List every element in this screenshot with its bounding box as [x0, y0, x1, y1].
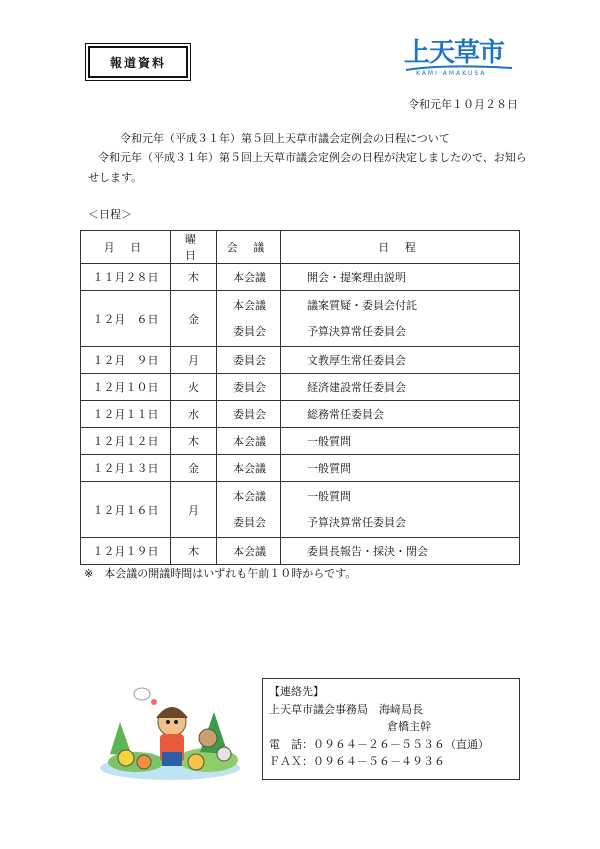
- agenda-item: 開会・提案理由説明: [307, 271, 406, 284]
- schedule-meeting: [217, 264, 281, 291]
- release-date: 令和元年１０月２８日: [408, 98, 518, 111]
- schedule-row: [81, 482, 520, 538]
- schedule-agenda: [281, 428, 520, 455]
- schedule-date: １２月 ９日: [81, 347, 171, 374]
- agenda-item: 一般質問: [307, 462, 351, 475]
- schedule-date: １２月１９日: [81, 538, 171, 565]
- meeting-type: 本会議: [233, 298, 266, 312]
- contact-box: [262, 678, 520, 780]
- schedule-agenda: [281, 347, 520, 374]
- contact-heading: 【連絡先】: [269, 685, 324, 698]
- schedule-date: １２月１１日: [81, 401, 171, 428]
- schedule-date: １２月 ６日: [81, 291, 171, 347]
- schedule-agenda: [281, 264, 520, 291]
- schedule-row: [81, 538, 520, 565]
- schedule-weekday: 月: [171, 482, 217, 538]
- agenda-item: 経済建設常任委員会: [307, 381, 406, 394]
- schedule-weekday: 木: [171, 428, 217, 455]
- meeting-type: 本会議: [233, 271, 266, 284]
- schedule-meeting: [217, 401, 281, 428]
- schedule-meeting: [217, 347, 281, 374]
- schedule-row: [81, 401, 520, 428]
- header-meeting: 会 議: [217, 231, 281, 264]
- schedule-row: [81, 428, 520, 455]
- schedule-agenda: [281, 538, 520, 565]
- logo-subtext: KAMI AMAKUSA: [416, 70, 487, 77]
- city-logo: [404, 36, 516, 82]
- schedule-weekday: 火: [171, 374, 217, 401]
- schedule-section-label: ＜日程＞: [88, 208, 132, 221]
- schedule-meeting: [217, 291, 281, 347]
- schedule-row: [81, 291, 520, 347]
- schedule-row: [81, 374, 520, 401]
- press-release-label: 報道資料: [88, 46, 188, 78]
- schedule-meeting: [217, 482, 281, 538]
- meeting-type: 委員会: [233, 354, 266, 367]
- schedule-agenda: [281, 291, 520, 347]
- schedule-weekday: 木: [171, 538, 217, 565]
- schedule-meeting: [217, 538, 281, 565]
- agenda-item: 委員長報告・採決・閉会: [307, 545, 428, 558]
- agenda-item: 総務常任委員会: [307, 408, 384, 421]
- contact-phone: 電 話：０９６４－２６－５５３６（直通）: [269, 737, 489, 751]
- header-date: 月 日: [81, 231, 171, 264]
- schedule-agenda: [281, 455, 520, 482]
- schedule-date: １２月１０日: [81, 374, 171, 401]
- schedule-meeting: [217, 428, 281, 455]
- agenda-item: 一般質問: [307, 435, 351, 448]
- header-agenda: 日 程: [281, 231, 520, 264]
- meeting-type: 本会議: [233, 462, 266, 475]
- mascot-characters-illustration: [96, 682, 244, 782]
- contact-fax: ＦＡＸ：０９６４－５６－４９３６: [269, 755, 445, 768]
- agenda-item: 一般質問: [307, 489, 351, 503]
- meeting-time-note: ※ 本会議の開議時間はいずれも午前１０時からです。: [84, 567, 357, 580]
- schedule-weekday: 木: [171, 264, 217, 291]
- header-weekday: 曜 日: [171, 231, 217, 264]
- schedule-table: [80, 230, 520, 565]
- agenda-item: 予算決算常任委員会: [307, 324, 406, 338]
- document-body: 令和元年（平成３１年）第５回上天草市議会定例会の日程が決定しましたので、お知らせします。: [88, 151, 527, 184]
- meeting-type: 本会議: [233, 435, 266, 448]
- contact-staff: 倉橋主幹: [387, 720, 431, 733]
- document-title: 令和元年（平成３１年）第５回上天草市議会定例会の日程について: [120, 132, 450, 145]
- agenda-item: 議案質疑・委員会付託: [307, 298, 417, 312]
- schedule-agenda: [281, 374, 520, 401]
- schedule-weekday: 月: [171, 347, 217, 374]
- schedule-row: [81, 347, 520, 374]
- schedule-date: １１月２８日: [81, 264, 171, 291]
- schedule-agenda: [281, 482, 520, 538]
- meeting-type: 本会議: [233, 545, 266, 558]
- schedule-header-row: [81, 231, 520, 264]
- schedule-body: [81, 264, 520, 565]
- meeting-type: 本会議: [233, 489, 266, 503]
- schedule-meeting: [217, 455, 281, 482]
- contact-office: 上天草市議会事務局 海﨑局長: [269, 702, 423, 716]
- meeting-type: 委員会: [233, 381, 266, 394]
- schedule-row: [81, 455, 520, 482]
- schedule-date: １２月１６日: [81, 482, 171, 538]
- logo-text: 上天草市: [404, 38, 505, 68]
- schedule-row: [81, 264, 520, 291]
- schedule-weekday: 金: [171, 455, 217, 482]
- schedule-weekday: 水: [171, 401, 217, 428]
- schedule-agenda: [281, 401, 520, 428]
- schedule-weekday: 金: [171, 291, 217, 347]
- meeting-type: 委員会: [233, 515, 266, 529]
- agenda-item: 文教厚生常任委員会: [307, 354, 406, 367]
- meeting-type: 委員会: [233, 408, 266, 421]
- schedule-date: １２月１３日: [81, 455, 171, 482]
- meeting-type: 委員会: [233, 324, 266, 338]
- agenda-item: 予算決算常任委員会: [307, 515, 406, 529]
- schedule-date: １２月１２日: [81, 428, 171, 455]
- schedule-meeting: [217, 374, 281, 401]
